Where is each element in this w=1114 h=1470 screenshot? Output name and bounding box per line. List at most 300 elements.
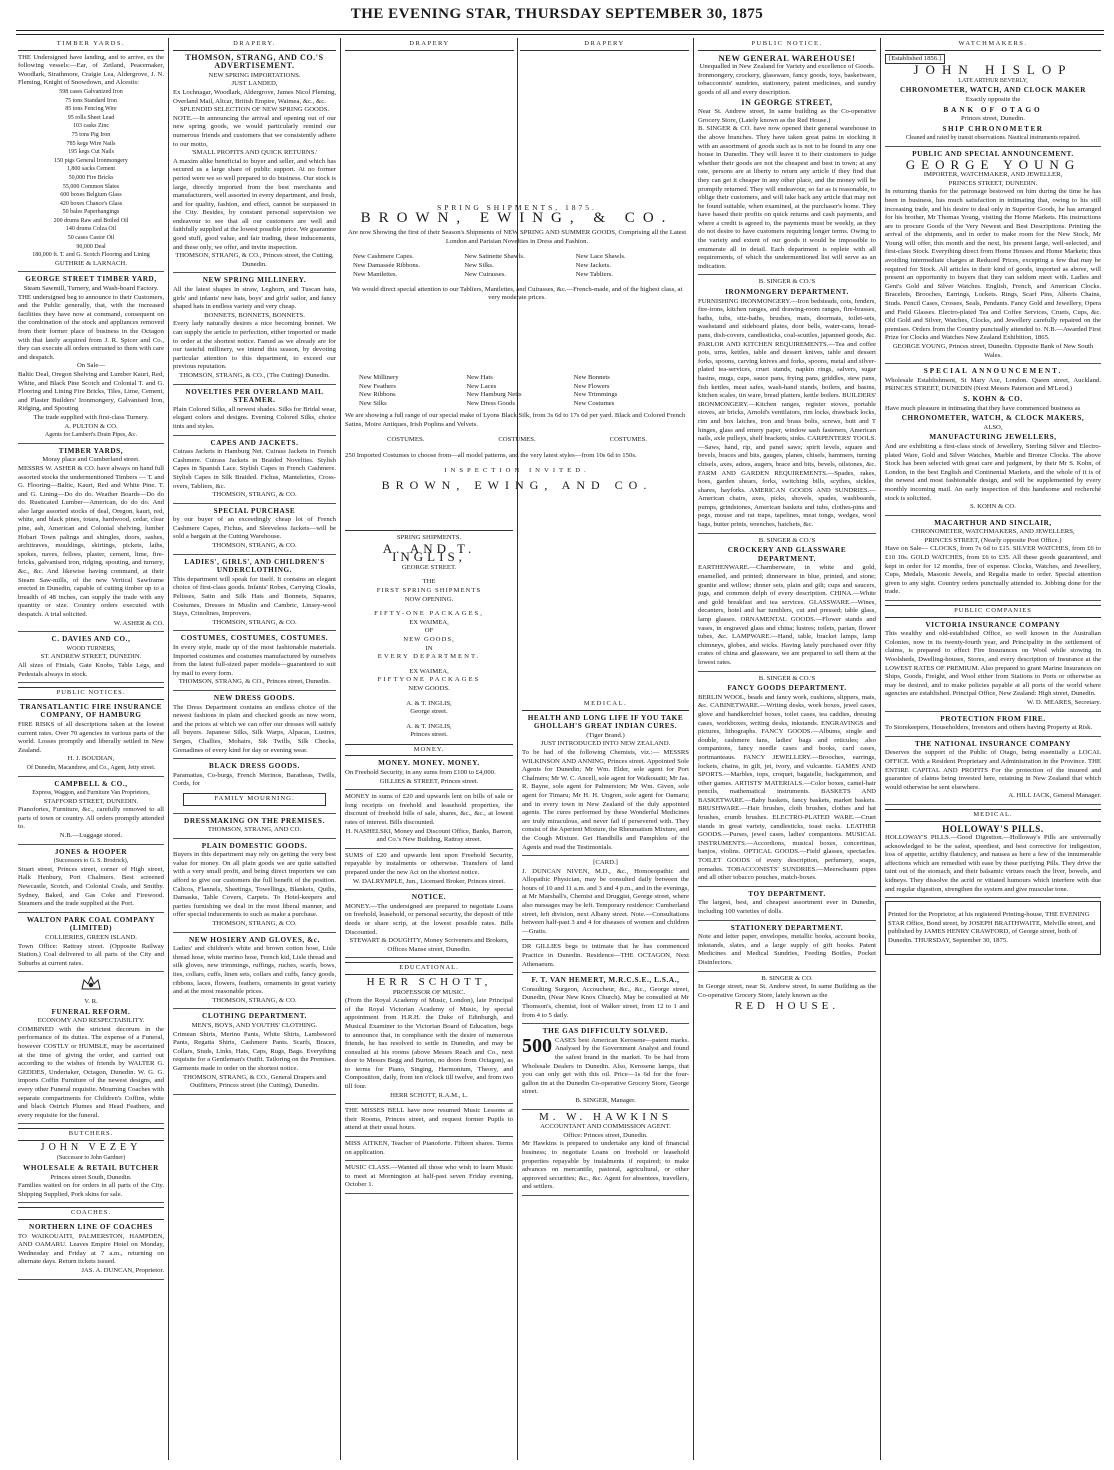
advert-subtitle: Express, Waggon, and Furniture Van Proprietors, — [32, 790, 150, 797]
advert-body: THE MISSES BELL have now resumed Music Lessons at their Rooms, Princes street, and request former Pupils to attend at their usual hours. — [345, 1107, 513, 1132]
item-line: 90,000 Deal — [76, 243, 106, 250]
advert-body: To Storekeepers, Householders, Investors and others having Property at Risk. — [885, 724, 1093, 732]
advert-body: TO WAIKOUAITI, PALMERSTON, HAMPDEN, AND OAMARU. Leaves Empire Hotel on Monday, Wednesday and Friday at 7 a.m., returning on alternate days. Return tickets issued. — [18, 1232, 164, 1266]
printer-imprint — [885, 901, 1101, 955]
masthead-title: THE EVENING STAR, THURSDAY SEPTEMBER 30, 1875 — [350, 6, 764, 22]
advert-title: NEW DRESS GOODS. — [213, 693, 296, 702]
column-rule — [340, 38, 341, 1460]
advert-subtitle: IMPORTER, WATCHMAKER, AND JEWELLER, — [923, 171, 1063, 179]
advert-body: On Freehold Security, in any sums from £100 to £4,000. — [345, 769, 496, 777]
advert-onsale: On Sale— — [76, 362, 106, 370]
advert-subtitle: ECONOMY AND RESPECTABILITY. — [37, 1017, 145, 1025]
advert-heading: PUBLIC AND SPECIAL ANNOUNCEMENT. — [912, 149, 1074, 158]
advert-miss-aitken — [345, 1140, 513, 1161]
advert-misses-bell — [345, 1107, 513, 1137]
advert-signature: A. PULTON & CO. — [64, 422, 118, 430]
advert-signature: STEWART & DOUGHTY, Money Scriveners and Brokers, Offices Manse street, Dunedin. — [349, 937, 509, 953]
inglis-line: THE — [422, 578, 436, 586]
advert-body: In every style, made up of the most fashionable materials. Imported costumes and costumes manufactured by ourselves from the latest full-sized paper models—guaranteed to suit by mail to every form. — [173, 644, 336, 677]
column-heading: DRAPERY — [345, 40, 514, 51]
advert-title: SPECIAL ANNOUNCEMENT. — [923, 367, 1063, 376]
column-heading: WATCHMAKERS. — [885, 40, 1101, 51]
grid-item: New Silks. — [464, 261, 494, 269]
advert-ironmongery — [698, 278, 876, 533]
advert-subtitle: MEN'S, BOYS, AND YOUTHS' CLOTHING. — [191, 1021, 318, 1029]
advert-body: In returning thanks for the patronage bestowed on him during the time he has been in business, has much satisfaction in intimating that, owing to his still increasing trade, and his desire to deal only in Superior Goods, he has arranged for his brother, Mr Thomas Young, visiting the Home Markets. His instructions are to procure Goods of the Very Newest and Best Descriptions. Printing the arrival of the shipments, and in order to make room for the New Stock, Mr Young will offer, this month and the next, his present large, well-selected, and first-class Stock. Everything direct from Home Houses and Home Markets; thus avoiding intermediate charges at Reduced Prices, excepting a few that may be required for Stock. All articles in their kind of goods, imported as above, will present an opportunity to buyers that they can seldom meet with. Ladies and Gent's Gold and Silver Watches. English, French, and American Clocks. Bracelets, Brooches, Earrings, Lockets. Rings, Scarf Pins, Alberts Chains, Studs. Pencil Cases, Crosses, Seals, Pendants. Fancy Gold and Jewellery, Opera and Field Glasses. Electro-plated Tea and Coffee Services, Cruets, Cups, &c. Old Gold and Silver, Watches, Clocks, and Jewellery carefully repaired on the premises. Orders from the Country punctually attended to. N.B.—Awarded First Prize for Clocks and Watches New Zealand Exhibition, 1865. — [885, 188, 1101, 342]
advert-hawkins — [522, 1110, 689, 1196]
advert-body: A maxim alike beneficial to buyer and seller, and which has secured us a large share of public support. At no former period were we so well prepared to do business. Our stock is large, directly imported from the best merchants and manufacturers, well assorted in every department, and fresh, and for quality, fashion, and effect, cannot be surpassed in the City. Besides, by constant personal supervision we endeavour to see that all our customers are well and faithfully supplied at the lowest possible price. We guarantee good stuff, good value, and fair trading, these inducements, and these only, we offer, and invite inspection. — [173, 157, 336, 251]
advert-body: COMBINED with the strictest decorum in the performance of its duties. The expense of a Funeral, however COSTLY or HUMBLE, may be ascertained at the time of giving the order, and carried out according to the wishes of friends by WALTER G. GEDDES, Undertaker, Octagon, Dunedin. W. G. G. imports Coffin Furniture of the newest designs, and every other Funeral requisite. Mourning Coaches with separate compartments for Children's Coffins, white and black Ostrich Plumes and Head Feathers, and every requisite for the funeral. — [18, 1025, 164, 1119]
grid-item: New Dress Goods — [466, 399, 515, 407]
item-line: 600 boxes Belgium Glass — [60, 192, 122, 199]
number-500: 500 — [522, 1034, 552, 1057]
advert-title: HEALTH AND LONG LIFE IF YOU TAKE GHOLLAH'S GREAT INDIAN CURES. — [527, 713, 684, 731]
advert-title: NEW SPRING MILLINERY. — [202, 276, 307, 285]
masthead — [0, 0, 1114, 30]
advert-name: S. KOHN & CO. — [963, 394, 1023, 403]
advert-title: F. T. VAN HEMERT, M.R.C.S.E., L.S.A., — [531, 976, 680, 985]
advert-plain-domestic — [173, 842, 336, 933]
advert-body: J. DUNCAN NIVEN, M.D., &c., Homoeopathic and Allopathic Physician, may be consulted daily between the hours of 10 and 11 a.m. and 3 and 4 p.m., and in the evenings, at Mr Marshall's, Chemist and Druggist, George street, where also messages may be left. Temporary residence: Cumberland street, left division, next Albany street. Note.—Consultations between half-past 3 and 4 for diseases of women and children—Gratis. — [522, 867, 689, 935]
advert-funeral-reform — [18, 975, 164, 1124]
inglis-line: NEW GOODS. — [408, 684, 450, 692]
advert-body: THE undersigned beg to announce to their Customers, and the Public generally, that, with the increased facilities they have now at command, consequent on the combination of the stock and appliances removed from their former place of business in the Octagon with that lately acquired from J. R. Spicer and Co., they can execute all orders entrusted to them with care and despatch. — [18, 293, 164, 361]
grid-item: New Lace Shawls. — [575, 253, 626, 261]
advert-title: M. W. HAWKINS — [538, 1110, 672, 1123]
costumes-label: COSTUMES. — [386, 436, 425, 444]
advert-subtitle: COLLIERIES, GREEN ISLAND. — [45, 934, 137, 941]
advert-body: This department will speak for itself. It contains an elegant choice of first-class goods. Infants' Robes, Carrying Cloaks, Pelisses, Satin and Silk Hats and Bonnets, Squares, Costumes, Dresses in Muslin and Cambric, Linsey-wool Stays, Crinolines, Improvers. — [173, 575, 336, 618]
advert-body: MISS AITKEN, Teacher of Pianoforte. Fifteen shares. Terms on application. — [345, 1140, 513, 1156]
spring-shipments-heading: SPRING SHIPMENTS. — [345, 530, 513, 543]
item-line: 75 tons Standard Iron — [65, 97, 117, 104]
advert-signature: JAS. A. DUNCAN, Proprietor. — [81, 1267, 164, 1274]
advert-body: HOLLOWAY'S PILLS.—Good Digestion.—Holloway's Pills are universally acknowledged to be the safest, speediest, and best corrective for indigestion, loss of appetite, acidity flatulency, and nausea as here a few of the innumerable affections which are remedied with ease by these purifying Pills. They drive the taint out of the stomach, and their balsamic virtues reach the liver, bowels, and kidneys. They dissolve the acrid or vitiated humours which interfere with due and regular digestion, strengthen the system and give muscular tone. — [885, 834, 1101, 893]
advert-body: All sizes of Finials, Gate Knobs, Table Legs, and Pedestals always in stock. — [18, 661, 164, 678]
column-drapery-thomson — [173, 40, 336, 1460]
advert-body: by our buyer of an exceedingly cheap lot of French Cashmere Capes, Fichus, and Sleeveless Jackets—will be sold a bargain at the Cutting Warehouse. — [173, 516, 336, 541]
inglis-title: A. AND T. INGLIS, — [382, 540, 476, 565]
section-heading: MONEY. — [345, 744, 513, 757]
advert-general-warehouse — [698, 54, 876, 276]
advert-victoria-insurance — [885, 621, 1101, 712]
advert-signature: H. J. BOUDIAN, — [67, 755, 115, 763]
advert-costumes — [173, 634, 336, 691]
column-medical — [522, 700, 689, 1460]
advert-body: The largest, best, and cheapest assortment ever in Dunedin, including 100 varieties of dolls. — [698, 899, 876, 915]
item-line: 195 kegs Cut Nails — [68, 149, 114, 156]
brown-ewing-signature: BROWN, EWING, AND CO. — [381, 478, 653, 493]
advert-stationery — [698, 924, 876, 972]
inglis-signature: A. & T. INGLIS, — [406, 722, 452, 730]
advert-body: MUSIC CLASS.—Wanted all those who wish to learn Music to meet at Mornington at half-past seven Friday evening, October 1. — [345, 1164, 513, 1189]
advert-title: NEW HOSIERY AND GLOVES, &c. — [189, 935, 320, 944]
section-heading: BUTCHERS. — [18, 1128, 164, 1141]
advert-body: Stuart street, Princes street, corner of High street, Halk Henbury, Port Chalmers. Best screened Newcastle, Scotch, and Colonial Coals, and Smithy. Sydney, Baked, and Gas Coke and Firewood. Steamers and the trade supplied at the Port. — [18, 865, 164, 908]
grid-item: New Ribbons — [359, 391, 396, 399]
advert-holloway — [885, 825, 1101, 899]
advert-note: NOTE.—In announcing the arrival and opening out of our new spring goods, we would particularly remind our numerous friends and customers that we consistently adhere to our motto, — [173, 114, 336, 148]
section-heading: COACHES. — [18, 1207, 164, 1220]
advert-subtitle: Wholesale Establishment, St Mary Axe, London. Queen street, Auckland. PRINCES STREET, DUNEDIN (Next Messrs Paterson and M'Leod.) — [885, 376, 1101, 393]
grid-item: New Satinette Shawls. — [464, 253, 525, 261]
advert-body: To be had of the following Chemists, viz.:— MESSRS WILKINSON AND ANNING, Princes street. Appointed Sole Agents for Dunedin; Mr Wm. Elder, sole agent for Port Chalmers; Mr W. C. Ancell, sole agent for Waikouaiti; Mr Jas. R. Bayne, sole agent for Palmerston; Mr Wm. Given, sole agent for Timaru; Mr H. H. Ungren, sole agent for Oamaru; and in every town in New Zealand of the duly appointed agents. The cures performed by these Wonderful Medicines are truly miraculous, and never fail if persevered with. They consist of the Aperient Mixture, the Rheumatism Mixture, and the Cough Mixture. Get Handbills and Pamphlets of the Agents and read the Testimonials. — [522, 748, 689, 851]
advert-body: FURNISHING IRONMONGERY.—Iron bedsteads, cots, fenders, fire-irons, kitchen ranges, and drawing-room ranges, fire-brasses, baths, tubs, sitz-baths, brushes, mats, doormats, toilet-sets, washstand and sideboard plates, door bells, water-cans, bread-pans, dish-covers, candlesticks, coal-scuttles, japanned goods, &c. PARLOR AND KITCHEN REQUIREMENTS.—Tea and coffee pots, urns, kettles, table and dessert knives, table and dessert forks, spoons, carving knives and forks, spoons, metal and silver-plated tea-services, cruet stands, napkin rings, salvers, sugar basins, mugs, cups, sauce pans, frying pans, griddles, stew pans, fish kettles, meat safes, wash-hand stands, boilers, and basins, kitchen scales, tin ware, bread platters, kettle boilers. BUILDERS' IRONMONGERY.—Kitchen ranges, register stoves, portable stoves, air bricks, Arnold's ventilators, rim locks, drawback locks, rim and box latches, iron and brass bolts, screws, butt and T hinges, glass and emery paper, window sash fasteners, American nails, axle pulleys, shelf brackets, sinks. CARPENTERS' TOOLS.—Saws, hand, rip, and panel saws; spirit levels, square and bevels, braces and bits, gauges, planes, chisels, hammers, turning chisels, axes, adzes, augers, brace and bits, bevels, oilstones, &c. FARM AND GARDEN REQUIREMENTS.—Spades, rakes, hoes, garden shears, forks, switching bills, scythes, sickles, shares, hayforks. AMERICAN GOODS AND SUNDRIES.—American chairs, axes, picks, shovels, spades, washboards, pumps, grindstones, American baskets and tubs, clothes-pins and pegs, mouse and rat traps, tapelines, meat tongs, wedges, wool bags, butter prints, wrenches, hatchets, &c. — [698, 297, 876, 529]
advert-black-dress — [173, 762, 336, 813]
advert-title: MONEY. MONEY. MONEY. — [378, 759, 480, 768]
advert-title: CLOTHING DEPARTMENT. — [202, 1012, 307, 1021]
advert-ghollah — [522, 714, 689, 857]
advert-subtitle: WOOD TURNERS, — [66, 645, 116, 652]
advert-body: Deserves the support of the Public of Otago, being essentially a LOCAL OFFICE. With a Resident Proprietary and Administration in the Province. THE ENTIRE CAPITAL AND PROFITS For the protection of the insured and guarantee of claims being invested here, retaining in New Zealand that which would otherwise be sent elsewhere. — [885, 749, 1101, 791]
advert-george-young — [885, 150, 1101, 364]
advert-ship: SHIP CHRONOMETER — [942, 124, 1044, 133]
column-timber-yards — [18, 40, 164, 1460]
inglis-line: FIFTYONE PACKAGES — [377, 676, 481, 684]
inglis-address: Princes street. — [410, 731, 448, 739]
advert-guthrie-larnach — [18, 54, 164, 273]
advert-body: FIRE RISKS of all descriptions taken at the lowest current rates. Over 70 agencies in various parts of the world. Losses promptly and liberally settled in New Zealand. — [18, 720, 164, 754]
costumes-body: 250 Imported Costumes to choose from—all model patterns, and the very latest styles—from 10s 6d to 150s. — [345, 451, 637, 459]
advert-title: THOMSON, STRANG, AND CO.'S ADVERTISEMENT. — [185, 52, 324, 71]
advert-singer-closing — [698, 975, 876, 1016]
advert-also: ALSO, — [983, 423, 1003, 431]
advert-body: Have on Sale— CLOCKS, from 7s 6d to £15. SILVER WATCHES, from £6 to £10 10s. GOLD WATCHES, from £6 to £35. All these goods guaranteed, and kept in order for 12 months, free of expense. Clocks, Watches, and Jewellery, Cups, Medals, Masonic Jewels, and Regalia made to order. Special attention given to any sight. Country orders punctually attended to. Jobbing done for the trade. — [885, 545, 1101, 596]
advert-gillies-dr — [522, 943, 689, 973]
advert-brown-ewing — [345, 40, 689, 370]
advert-note: N.B.—Luggage stored. — [59, 832, 123, 840]
advert-trade: CHRONOMETER, WATCH, & CLOCK MAKERS, — [901, 414, 1085, 423]
advert-body: In George street, near St. Andrew street, In same Building as the Co-operative Grocery Store, lately known as the — [698, 983, 876, 999]
advert-subtitle: CHRONOMETER, WATCHMAKERS, AND JEWELLERS, — [911, 528, 1075, 536]
column-heading-row — [345, 40, 689, 54]
advert-title: TIMBER YARDS, — [58, 446, 124, 455]
advert-body: SUMS of £20 and upwards lent upon Freehold Security, repayable by instalments or otherwise. Transfers of land prepared under the new Act on the shortest notice. — [345, 851, 513, 876]
advert-title: THE NATIONAL INSURANCE COMPANY — [914, 739, 1072, 748]
spacer — [345, 54, 689, 204]
advert-body: Paramattas, Co-burgs, French Merinos, Baratheas, Twills, Cords, for — [173, 771, 336, 788]
item-line: 200 drums Raw and Boiled Oil — [53, 217, 129, 224]
advert-title: NOVELTIES PER OVERLAND MAIL STEAMER. — [185, 387, 324, 405]
advert-signature: W. DALRYMPLE, Jun., Licensed Broker, Princes street. — [352, 877, 506, 885]
advert-signature: THOMSON, STRANG, & CO., Princes street, the Cutting, Dunedin. — [175, 252, 334, 268]
advert-campbell — [18, 780, 164, 845]
advert-toys — [698, 890, 876, 921]
grid-item: New Damassée Ribbons. — [353, 261, 421, 269]
inglis-line: EX WAIMEA, — [409, 667, 449, 675]
inglis-line: OF — [424, 627, 434, 635]
advert-kerosene — [522, 1027, 689, 1109]
advert-title: COSTUMES, COSTUMES, COSTUMES. — [180, 634, 329, 643]
advert-stewart-doughty — [345, 893, 513, 958]
advert-title: NOTICE. — [411, 893, 447, 902]
advert-body: Families waited on for orders in all parts of the City. Shipping Supplied, Pork skins for sale. — [18, 1182, 164, 1198]
column-rule — [168, 38, 169, 1460]
advert-title: C. DAVIES AND CO., — [51, 635, 131, 644]
advert-intro: JUST INTRODUCED INTO NEW ZEALAND. — [540, 740, 671, 748]
column-heading: MEDICAL. — [522, 700, 689, 711]
item-line: 598 cases Galvanized Iron — [59, 88, 123, 95]
advert-jones-hooper — [18, 848, 164, 913]
advert-bonnets-body: Every lady naturally desires a nice becoming bonnet. We can supply the article to perfection, either imported or made to order at the shortest notice. Famed as we already are for our tasteful millinery, we intend this season, by devoting particular attention to this department, to exceed our previous reputation. — [173, 320, 336, 371]
column-heading: PUBLIC NOTICE. — [698, 40, 876, 51]
brown-ewing-intro: Are now Showing the first of their Season's Shipments of NEW SPRING AND SUMMER GOODS, Comprising all the Latest London and Parisian Novelties in Dress and Fashion. — [347, 229, 687, 246]
novelties-grid — [353, 253, 681, 279]
advert-body: MONEY in sums of £20 and upwards lent on bills of sale or long receipts on freehold and leasehold properties, the discount of freehold bills of sale, shares, &c., &c., at lowest rates of interest. Bills discounted. — [345, 793, 513, 827]
advert-title: JOHN VEZEY — [40, 1141, 142, 1153]
costumes-label: COSTUMES. — [609, 436, 647, 444]
grid-item: New Tabliers. — [575, 270, 613, 278]
advert-signature: THOMSON, STRANG, & CO., General Drapers and Outfitters, Princes street (the Cutting), Dunedin. — [182, 1073, 327, 1090]
grid-item: New Jackets. — [575, 261, 611, 269]
item-line: 180,000 ft. T. and G. Scotch Flooring and Lining — [32, 252, 150, 259]
advert-address: STAFFORD STREET, DUNEDIN. — [43, 797, 139, 805]
advert-title: LADIES', GIRLS', AND CHILDREN'S UNDERCLOTHING. — [184, 557, 325, 575]
advert-intro: Have much pleasure in intimating that they have commenced business as — [885, 404, 1081, 412]
advert-title: TRANSATLANTIC FIRE INSURANCE COMPANY, OF HAMBURG — [19, 702, 163, 720]
inglis-line: NOW OPENING. — [404, 595, 454, 603]
advert-title: FANCY GOODS DEPARTMENT. — [727, 684, 847, 693]
advert-title: VICTORIA INSURANCE COMPANY — [925, 620, 1061, 629]
advert-body: Cuirass Jackets in Hamburg Net. Cuirass Jackets in French Cashmere. Cuirass Jackets in Braided Novelties. Stylish Capes in Spanish Lace. Stylish Capes in French Cashmere. Stylish Capes in Silk Braided. Fichus, Mantelettes, Cross-overs, Tabliers, &c. — [173, 448, 336, 490]
advert-body: (From the Royal Academy of Music, London), late Principal of the Royal Victorian Academy of Music, by special appointment from H.R.H. the Duke of Edinburgh, and Musical Examiner to the Victorian Board of Education, begs to announce that, in compliance with the desire of numerous friends, he has resolved to settle in Dunedin, and may be consulted at his rooms (above Messrs Reach and Co., next door to Messrs Begg and Burton, no doors from Octagon), as to terms for Piano, Singing, Harmonium, Theory, and Composition, daily, from ten o'clock till twelve, and from two till four. — [345, 997, 513, 1091]
advert-address: PRINCES STREET, DUNEDIN. — [948, 179, 1038, 187]
grid-item: New Trimmings — [573, 391, 618, 399]
item-line: 95 rolls Sheet Lead — [67, 114, 115, 121]
advert-title: CAMPBELL & CO., — [54, 779, 128, 788]
column-heading: TIMBER YARDS. — [18, 40, 164, 51]
advert-signature: W. D. MEARES, Secretary. — [1026, 698, 1101, 706]
advert-body: Crimean Shirts, Merino Pants, White Shirts, Lambswool Pants, Regatta Shirts, Cashmere Pants. Scarfs, Braces, Collars, Studs, Links, Hats, Caps, Rugs, Bags. Everything requisite for a Gentleman's Outfit. Tailoring on the Premises. Garments made to order on the shortest notice. — [173, 1030, 336, 1072]
costumes-row — [353, 436, 681, 445]
advert-address-detail: Near St. Andrew street, In same building as the Co-operative Grocery Store, (Lately known as the Red House.) — [698, 108, 876, 124]
advert-line: WHOLESALE & RETAIL BUTCHER — [23, 1164, 159, 1173]
advert-thomson-strang — [173, 54, 336, 274]
advert-body: Pianofortes, Furniture, &c., carefully removed to all parts of town or country. All orders promptly attended to. — [18, 806, 164, 831]
advert-subtitle: Unequalled in New Zealand for Variety and excellence of Goods. — [699, 63, 875, 71]
advert-hosiery — [173, 936, 336, 1010]
item-line: 55,000 Common Slates — [62, 183, 120, 190]
advert-george-street-timber — [18, 275, 164, 443]
advert-motto: 'SMALL PROFITS AND QUICK RETURNS.' — [191, 149, 318, 157]
advert-tag: [CARD.] — [593, 859, 618, 867]
item-line: 75 tons Pig Iron — [71, 131, 111, 138]
masthead-rule-2 — [16, 34, 1104, 35]
advert-subtitle: (Successor to John Gardner) — [56, 1155, 126, 1162]
advert-northern-coaches — [18, 1223, 164, 1280]
item-line: 1,800 sacks Cement — [66, 166, 116, 173]
advert-body: Ladies' and children's white and brown cotton hose, Lisle thread hose, white merino hose, French kid, Lisle thread and silk gloves, new trimmings, ruffings, ruches, scarfs, bows, ties, collars, cuffs, linen sets, collars and cuffs, fancy goods, ribbons, laces, flowers, feathers, ornaments in great variety and at the most reasonable prices. — [173, 945, 336, 996]
advert-transatlantic — [18, 703, 164, 777]
advert-subtitle: NEW SPRING IMPORTATIONS. — [208, 71, 301, 79]
inglis-line: FIFTY-ONE PACKAGES, — [374, 610, 484, 618]
advert-address: IN GEORGE STREET, — [741, 97, 833, 107]
advert-sign-line: B. SINGER & CO.'S — [758, 674, 816, 682]
advert-title: JOHN HISLOP — [913, 62, 1073, 78]
advert-subtitle: PROFESSOR OF MUSIC. — [392, 988, 466, 996]
item-line: 85 tons Fencing Wire — [65, 106, 117, 113]
advert-mfg: MANUFACTURING JEWELLERS, — [929, 433, 1057, 442]
advert-signature: THOMSON, STRANG, & CO., Princes street, Dunedin. — [178, 678, 331, 686]
advert-crockery — [698, 537, 876, 672]
advert-signature: THOMSON, STRANG, & CO., (The Cutting) Dunedin. — [179, 371, 330, 379]
advert-davies — [18, 635, 164, 683]
advert-capes-jackets — [173, 439, 336, 504]
item-line: 785 kegs Wire Nails — [66, 140, 116, 147]
advert-music-class — [345, 1164, 513, 1194]
advert-title: WALTON PARK COAL COMPANY (LIMITED) — [26, 915, 156, 933]
advert-dressmaking — [173, 817, 336, 839]
lyons-silk-note: We are showing a full range of our special make of Lyons Black Silk, from 3s 6d to 17s 6d per yard. Black and Colored French Satins, Moire Antiques, Irish Poplins and Velvets. — [345, 412, 686, 428]
advert-herr-schott — [345, 975, 513, 1104]
advert-signature: THOMSON, STRANG, AND CO. — [207, 826, 302, 834]
advert-body: The Dress Department contains an endless choice of the newest fashions in plain and checked goods as now worn, and the prices at which we can offer our dresses will satisfy all buyers. Japanese Silks, Silk Warps, Alpacas, Lustres, Serges, Challies, Mohairs, Sik Twills, Silk Checks, Grenadines of every kind for day or evening wear. — [173, 703, 336, 754]
advert-list: Baltic Deal, Oregon Shelving and Lumber Kauri, Red, White, and Black Pine Scotch and Colonial T. and G. Flooring and Lining Fire Bricks, Tiles, Lime, Cement, and Plaster Builders' Ironmongery, Galvanised Iron, Ridging, and Spouting — [18, 370, 164, 413]
advert-note: Cleaned and rated by transit observations. Nautical instruments repaired. — [905, 135, 1081, 142]
advert-signature: THOMSON, STRANG, & CO. — [212, 618, 297, 626]
advert-national-insurance — [885, 740, 1101, 805]
advert-ships: Ex Lochnagar, Woodlark, Aldergrove, James Nicol Fleming, Overland Mail, Altcar, British Empire, Waimea, &c., &c. — [173, 88, 336, 105]
section-heading: MEDICAL. — [885, 809, 1101, 822]
section-heading: PUBLIC NOTICES. — [18, 687, 164, 700]
inglis-signature: A. & T. INGLIS, — [406, 699, 452, 707]
advert-signature: S. KOHN & CO. — [970, 503, 1016, 511]
advert-address: Princes street South, Dunedin. — [50, 1173, 132, 1181]
section-heading: EDUCATIONAL. — [345, 962, 513, 975]
column-rule — [693, 38, 694, 1460]
advert-title: CAPES AND JACKETS. — [210, 438, 299, 447]
advert-signature: THOMSON, STRANG, & CO. — [212, 491, 297, 499]
advert-address: Office: Princes street, Dunedin. — [563, 1131, 648, 1139]
advert-subtitle: CHRONOMETER, WATCH, AND CLOCK MAKER — [899, 86, 1087, 95]
advert-dress-goods — [173, 694, 336, 759]
section-heading: PUBLIC COMPANIES — [885, 605, 1101, 618]
item-line: 420 boxes Chance's Glass — [59, 200, 123, 207]
advert-late: LATE ARTHUR BEVERLY, — [958, 77, 1028, 84]
advert-agent: Agents for Lambert's Drain Pipes, &c. — [44, 432, 138, 439]
advert-body: DR GILLIES begs to intimate that he has commenced Practice in Dunedin. Residence—THE OCTAGON, Next Athenaeum. — [522, 943, 689, 968]
grid-item: New Flowers — [573, 382, 610, 390]
advert-title: BLACK DRESS GOODS. — [209, 762, 300, 771]
advert-signature: GILLIES & STREET, Princes street. — [379, 777, 479, 785]
advert-signature: THOMSON, STRANG, & CO. — [212, 542, 297, 550]
grid-item: New Hats — [466, 374, 493, 381]
advert-title: FUNERAL REFORM. — [51, 1007, 131, 1016]
established-badge: [Established 1856.] — [885, 54, 945, 65]
advert-bank: BANK OF OTAGO — [943, 105, 1043, 114]
advert-vezey — [18, 1141, 164, 1204]
advert-signature: THOMSON, STRANG, & CO. — [212, 996, 297, 1004]
advert-signature: W. ASHER & CO. — [113, 619, 164, 627]
inspection-invited: INSPECTION INVITED. — [444, 466, 590, 474]
grid-item: New Silks — [359, 399, 387, 407]
inglis-line: NEW GOODS, — [403, 635, 455, 643]
advert-title: THE GAS DIFFICULTY SOLVED. — [542, 1027, 669, 1036]
column-inglis-money — [345, 530, 513, 1460]
advert-macarthur — [885, 519, 1101, 601]
advert-body: THE Undersigned have landing, and to arrive, ex the following vessels:—Ear, of Zetland, Peacemaker, Woodlark, Strathmore, Craigie Lea, Aldergrove, J. N. Fleming, Knight of Snowdown, and Alcestis: — [18, 53, 164, 87]
advert-title: MACARTHUR AND SINCLAIR, — [934, 518, 1052, 527]
advert-gillies-street — [345, 759, 513, 790]
advert-title: STATIONERY DEPARTMENT. — [730, 923, 844, 932]
item-line: 150 pigs General Ironmongery — [54, 157, 128, 164]
advert-address: PRINCES STREET, (Nearly opposite Post Office.) — [924, 536, 1062, 544]
advert-body: MESSRS W. ASHER & CO. have always on hand full assorted stocks the undermentioned Timbers — T. and G. Flooring—Baltic, Kauri, Red and White Pine. T. and G. Lining—Do do do. Weather Boards—Do do do. Rusticated Lumber—American, do do do. And also large assorted stocks of deal, Oregon, kauri, red, white, and black pines, totara, hardwood, cedar, clear pine, ash, American and Colonial shelving, lumber Hobart Town palings and shingles, doors, sashes, architraves, mouldings, skirtings, pickets, laths, spokes, naves, felloes, plaster, cement, lime, fire-bricks, galvanised iron, ridging, spouting, and turnery, &c., &c. And likewise having command, at their Steam Saw-mills, of the new Vertical Sawframe erected in Dunedin, capable of cutting timber up to a breadth of 48 inches, can supply the trade with any quantity or size. Country orders executed with despatch. A trial solicited. — [18, 464, 164, 618]
advert-title: DRESSMAKING ON THE PREMISES. — [184, 816, 325, 825]
column-heading: DRAPERY — [520, 40, 689, 51]
advert-body: EARTHENWARE.—Chamberware, in white and gold, enamelled, and printed; dinnerware in blue, printed, and stone; granite and willow; dinner sets, plain and gilt; cups and saucers, jugs, and common delph of every description. CHINA.—White and gold breakfast and tea services. GLASSWARE.—Wines, decanters, hotel and bar tumblers, cut and pressed; table glass, lamp glasses. ORNAMENTAL GOODS.—Flower stands and vases, in engraved glass and china; lustres; toilets, parian, flower tubes, &c. LAMPWARE.—Hand, table, bracket lamps, lamp chimneys, globes, and wicks. Having lately purchased over fifty crates of china and glassware, we are prepared to sell them at the lowest rates. — [698, 564, 876, 666]
attention-note: We would direct special attention to our Tabliers, Mantlettes, and Cuirasses, &c.—French-made, and of the highest class, at very moderate prices. — [351, 285, 683, 302]
advert-van-hemert — [522, 976, 689, 1024]
advert-title: TOY DEPARTMENT. — [748, 889, 826, 898]
grid-item: New Costumes — [573, 399, 615, 407]
brown-ewing-title: BROWN, EWING, & CO. — [360, 210, 674, 227]
advert-title: GEORGE YOUNG — [905, 156, 1081, 172]
advert-novelties — [173, 388, 336, 436]
advert-kohn — [885, 367, 1101, 516]
advert-protection-fire — [885, 715, 1101, 737]
advert-title: HERR SCHOTT, — [366, 975, 492, 988]
advert-signature: GEORGE YOUNG, Princes street, Dunedin. Opposite Bank of New South Wales. — [892, 343, 1094, 359]
item-line: 140 drums Colza Oil — [65, 226, 117, 233]
advert-title: NORTHERN LINE OF COACHES — [29, 1223, 153, 1232]
column-watchmakers — [885, 40, 1101, 1460]
advert-sign-line: B. SINGER & CO.'S — [758, 278, 816, 286]
grid-item: New Cuirasses. — [464, 270, 506, 278]
crest-icon — [80, 975, 102, 995]
royal-arms — [18, 975, 164, 995]
column-rule — [880, 38, 881, 1460]
advert-asher-timber — [18, 447, 164, 632]
advert-signature: H. NASHELSKI, Money and Discount Office, Banks, Barron, and Co.'s New Building, Rattray street. — [345, 827, 513, 844]
advert-body: This wealthy and old-established Office, so well known in the Australian Colonies, now in its twenty-fourth year, and Principality in the settlement of claims, is prepared to effect Fire Insurances on Wool while stowing in Woolsheds, Dwelling-houses, Stores, and every description of Insurance at the LOWEST RATES OF PREMIUM. Also prepared to grant Marine Insurances on Ships, Goods, Freight, and Wool either from Stations to Ports or otherwise as may be desired, and to make policies payable at all ports of the world where agencies are established. Principal Office, New Zealand: High street, Dunedin. — [885, 630, 1101, 698]
advert-body: Mr Hawkins is prepared to undertake any kind of financial business; to negotiate Loans on freehold or leasehold properties repayable by instalments if required; to make advances on mercantile, pastoral, agricultural, or other approved securities; &c., &c. Agent for absentees, travellers, and settlers. — [522, 1140, 689, 1191]
advert-opposite: Exactly opposite the — [965, 95, 1021, 103]
advert-body: Consulting Surgeon, Accoucheur, &c., &c., George street, Dunedin, (Near New Knox Church). May be consulted at Mr Thomson's, chemist, foot of Walker street, from 12 to 1 and from 4 to 5 daily. — [522, 985, 689, 1019]
advert-title: IRONMONGERY DEPARTMENT. — [725, 288, 849, 297]
inglis-line: IN — [425, 644, 433, 652]
advert-initials: V. R. — [84, 997, 98, 1005]
costumes-label: COSTUMES. — [498, 436, 536, 444]
red-house: RED HOUSE. — [734, 1000, 840, 1013]
advert-dalrymple — [345, 852, 513, 890]
column-public-notice — [698, 40, 876, 1460]
advert-signature: GUTHRIE & LARNACH. — [55, 259, 127, 267]
advert-note: The trade supplied with first-class Turnery. — [33, 413, 149, 421]
advert-title: PROTECTION FROM FIRE. — [940, 714, 1046, 723]
advert-landed: JUST LANDED, — [231, 80, 278, 88]
item-list — [18, 88, 164, 260]
advert-subtitle: ACCOUNTANT AND COMMISSION AGENT. — [540, 1123, 671, 1131]
advert-body: Plain Colored Silks, all newest shades. Silks for Bridal wear, elegant colors and designs. Evening Colored Silks, choice tints and styles. — [173, 405, 336, 430]
inglis-line: FIRST SPRING SHIPMENTS — [376, 586, 482, 594]
advert-subtitle: (Successors to G. S. Brodrick), — [53, 858, 129, 865]
advert-title: GEORGE STREET TIMBER YARD, — [25, 275, 157, 284]
advert-millinery — [173, 276, 336, 384]
inglis-address: George street. — [410, 708, 448, 716]
advert-walton-park — [18, 916, 164, 973]
advert-body: MONEY.—The undersigned are prepared to negotiate Loans on freehold, leasehold, or personal security, the deposit of title deeds or share scrip, at the lowest possible rates. Bills Discounted. — [345, 902, 513, 936]
advert-signature: A. HILL JACK, General Manager. — [1008, 792, 1101, 800]
grid-item: New Feathers — [359, 382, 396, 390]
family-mourning-box: FAMILY MOURNING. — [183, 793, 326, 806]
advert-body: And are exhibiting a first-class stock of Jewellery, Sterling Silver and Electro-plated Ware, Gold and Silver Watches, Marble and Bronze Clocks. The above Stock has been selected with great care and judgment, by their Mr S. Kohn, of London, in the best English and Continental Markets, and the whole of it is of the newest and most fashionable design, and will be supplemented by every monthly incoming mail. An early inspection of this handsome and recherché stock is solicited. — [885, 442, 1101, 502]
advert-special-purchase — [173, 507, 336, 555]
advert-signature: THOMSON, STRANG, & CO. — [212, 920, 297, 928]
grid-item: New Bonnets — [573, 374, 610, 381]
advert-address: Of Dunedin, Macandrew, and Co., Agent, Jetty street. — [26, 764, 156, 771]
advert-signature: B. SINGER & CO. — [761, 974, 813, 982]
